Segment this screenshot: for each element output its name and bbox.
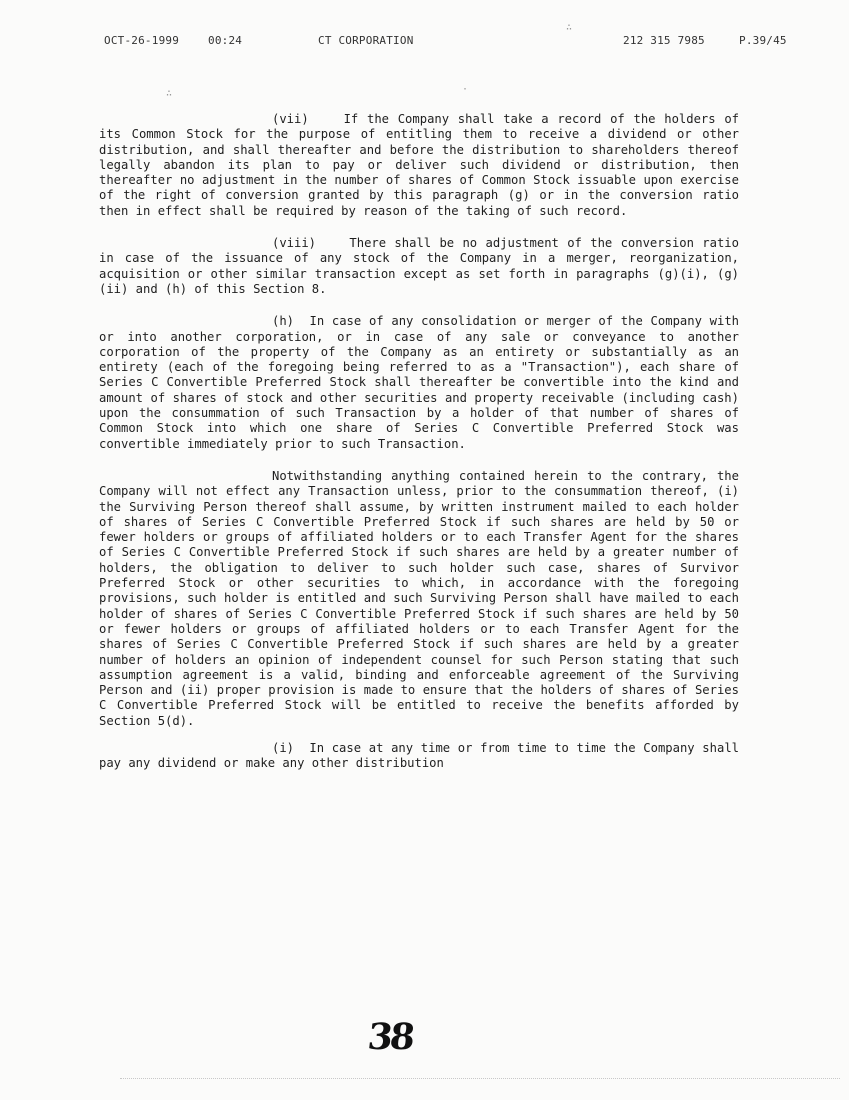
fax-time: 00:24 (208, 34, 243, 47)
scan-noise-line (120, 1078, 840, 1081)
document-body (99, 112, 739, 789)
scan-speck: · (462, 84, 469, 95)
scan-speck: ∴ (566, 22, 573, 33)
paragraph-notwithstanding: Notwithstanding anything contained herein to the contrary, the Company will not effect any Transaction unless, prior to the consummation thereof, (i) the Surviving Person thereof shall assume, by written instrument mailed to each holder of shares of Series C Convertible Preferred Stock if such shares are held by 50 or fewer holders or groups of affiliated holders or to each Transfer Agent for the shares of Series C Convertible Preferred Stock if such shares are held by a greater number of holders, the obligation to deliver to such holder such case, shares of Survivor Preferred Stock or other securities to which, in accordance with the foregoing provisions, such holder is entitled and such Surviving Person shall have mailed to each holder of shares of Series C Convertible Preferred Stock if such shares are held by 50 or fewer holders or groups of affiliated holders or to each Transfer Agent for the shares of Series C Convertible Preferred Stock if such shares are held by a greater number of holders an opinion of independent counsel for such Person stating that such assumption agreement is a valid, binding and enforceable agreement of the Surviving Person and (ii) proper provision is made to ensure that the holders of shares of Series C Convertible Preferred Stock will be entitled to receive the benefits afforded by Section 5(d). (99, 468, 739, 728)
paragraph-viii: (viii) There shall be no adjustment of the conversion ratio in case of the issuance of any stock of the Company in a merger, reorganization, acquisition or other similar transaction except as set forth in paragraphs (g)(i), (g)(ii) and (h) of this Section 8. (99, 236, 739, 296)
paragraph-i: (i) In case at any time or from time to time the Company shall pay any dividend or make any other distribution (99, 740, 739, 771)
paragraph-vii: (vii) If the Company shall take a record of the holders of its Common Stock for the purpose of entitling them to receive a dividend or other distribution, and shall thereafter and before the distribution to shareholders thereof legally abandon its plan to pay or deliver such dividend or distribution, then thereafter no adjustment in the number of shares of Common Stock issuable upon exercise of the right of conversion granted by this paragraph (g) or in the conversion ratio then in effect shall be required by reason of the taking of such record. (99, 112, 739, 218)
handwritten-page-number: 38 (365, 1016, 415, 1058)
fax-date: OCT-26-1999 (104, 34, 180, 47)
fax-phone: 212 315 7985 (623, 34, 705, 47)
fax-page-count: P.39/45 (739, 34, 787, 47)
scan-speck: ∴ (166, 88, 173, 99)
fax-sender: CT CORPORATION (318, 34, 414, 47)
fax-header (0, 34, 849, 54)
paragraph-h: (h) In case of any consolidation or merger of the Company with or into another corporation, or in case of any sale or conveyance to another corporation of the property of the Company as an entirety or substantially as an entirety (each of the foregoing being referred to as a "Transaction"), each share of Series C Convertible Preferred Stock shall thereafter be convertible into the kind and amount of shares of stock and other securities and property receivable (including cash) upon the consummation of such Transaction by a holder of that number of shares of Common Stock into which one share of Series C Convertible Preferred Stock was convertible immediately prior to such Transaction. (99, 314, 739, 451)
